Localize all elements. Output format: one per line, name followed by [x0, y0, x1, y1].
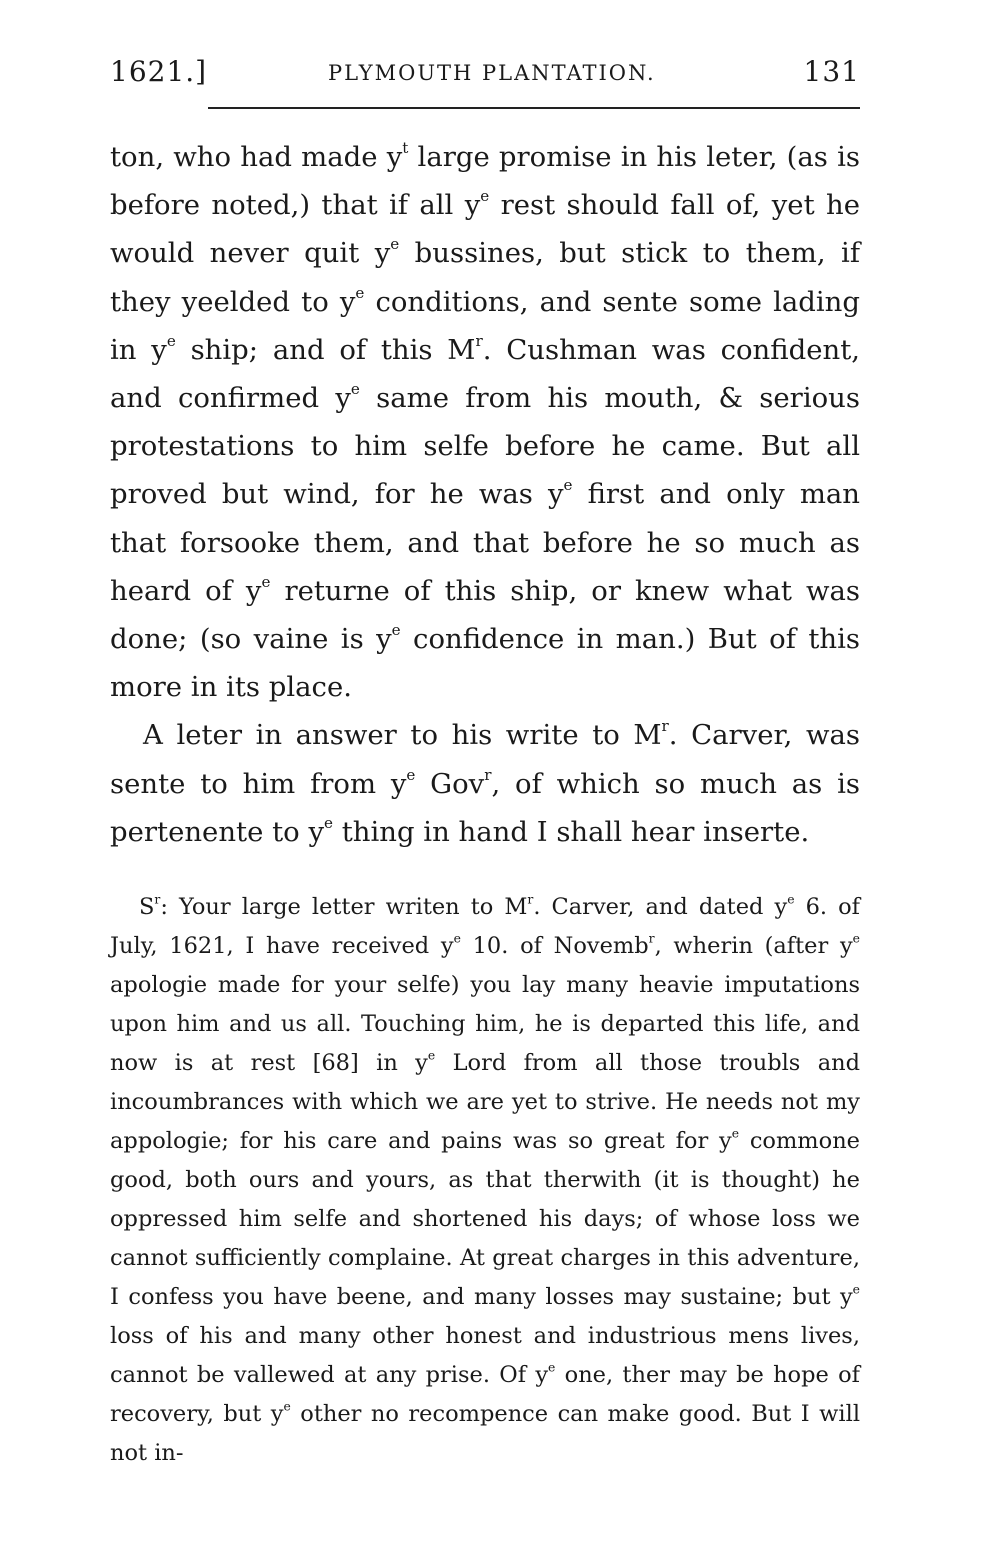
- superscript-abbreviation: e: [391, 621, 401, 640]
- superscript-abbreviation: r: [484, 765, 492, 784]
- text-run: S: [139, 894, 155, 920]
- superscript-abbreviation: e: [787, 892, 795, 907]
- superscript-abbreviation: e: [731, 1126, 740, 1141]
- text-run: returne of this ship, or knew what was done; (so vaine is y: [110, 574, 860, 656]
- superscript-abbreviation: e: [390, 235, 400, 254]
- text-run: , of which so much as is pertenente to y: [110, 767, 860, 848]
- text-run: same from his mouth, & serious protestations to him selfe before he came. But all proved but wind, for he was y: [110, 382, 861, 511]
- superscript-abbreviation: e: [283, 1399, 291, 1414]
- superscript-abbreviation: r: [527, 892, 534, 907]
- text-run: 10. of Novemb: [460, 933, 649, 959]
- superscript-abbreviation: r: [475, 331, 483, 350]
- text-run: 6. of July, 1621, I have received y: [110, 894, 860, 959]
- superscript-abbreviation: e: [324, 814, 333, 832]
- superscript-abbreviation: r: [661, 717, 669, 736]
- superscript-abbreviation: e: [166, 331, 176, 350]
- text-run: rest should fall of, yet he would never quit y: [110, 189, 860, 270]
- superscript-abbreviation: e: [548, 1360, 556, 1375]
- text-run: , wherin (after y: [654, 933, 853, 959]
- text-run: . Cushman was confident, and confirmed y: [110, 333, 860, 415]
- text-run: ship; and of this M: [175, 333, 476, 366]
- text-run: ton, who had made y: [110, 141, 403, 173]
- page-number: 131: [803, 55, 860, 88]
- text-run: Gov: [415, 767, 485, 800]
- superscript-abbreviation: e: [355, 283, 365, 302]
- text-run: . Carver, was sente to him from y: [110, 719, 860, 800]
- superscript-abbreviation: e: [453, 931, 461, 946]
- superscript-abbreviation: e: [261, 572, 271, 591]
- superscript-abbreviation: e: [852, 1282, 860, 1297]
- text-run: . Carver, and dated y: [533, 894, 788, 920]
- text-run: loss of his and many other honest and industrious mens lives, cannot be vallewed at any prise. Of y: [110, 1323, 860, 1388]
- superscript-abbreviation: r: [154, 892, 161, 907]
- superscript-abbreviation: e: [480, 187, 490, 206]
- superscript-abbreviation: r: [648, 931, 655, 946]
- running-head-year: 1621.]: [110, 55, 208, 88]
- text-run: thing in hand I shall hear inserte.: [332, 815, 810, 848]
- text-run: conditions, and sente some lading in y: [110, 285, 860, 366]
- text-run: commone good, both ours and yours, as that therwith (it is thought) he oppressed him selfe and shortened his days; of whose loss we cannot sufficiently complaine. At great charges in this adventure, I confess you have beene, and many losses may sustaine; but y: [110, 1128, 860, 1310]
- superscript-abbreviation: t: [402, 139, 409, 158]
- superscript-abbreviation: e: [350, 380, 360, 399]
- header-rule: [208, 107, 860, 109]
- letter-paragraph: [110, 888, 860, 1473]
- text-run: one, ther may be hope of recovery, but y: [110, 1362, 860, 1427]
- text-run: other no recompence can make good. But I will not in-: [110, 1401, 861, 1466]
- text-run: Lord from all those troubls and incoumbrances with which we are yet to strive. He needs not my appologie; for his care and pains was so great for y: [110, 1050, 861, 1154]
- body-paragraph: [110, 133, 860, 711]
- text-run: apologie made for your selfe) you lay many heavie imputations upon him and us all. Touching him, he is departed this life, and now is at rest [68] in y: [110, 972, 860, 1076]
- text-run: : Your large letter writen to M: [160, 894, 528, 920]
- text-run: first and only man that forsooke them, and that before he so much as heard of y: [110, 478, 861, 607]
- text-run: large promise in his leter, (as is before noted,) that if all y: [110, 141, 860, 222]
- main-text: [110, 133, 860, 856]
- text-run: confidence in man.) But of this more in its place.: [110, 623, 860, 704]
- text-run: A leter in answer to his write to M: [143, 719, 662, 752]
- body-paragraph: [110, 711, 860, 856]
- superscript-abbreviation: e: [563, 476, 573, 495]
- quoted-letter: [110, 888, 860, 1473]
- superscript-abbreviation: e: [406, 765, 416, 784]
- running-head-title: PLYMOUTH PLANTATION.: [328, 61, 656, 85]
- running-head: [110, 55, 860, 95]
- superscript-abbreviation: e: [852, 931, 860, 946]
- superscript-abbreviation: e: [427, 1048, 436, 1063]
- text-run: bussines, but stick to them, if they yeelded to y: [110, 237, 860, 318]
